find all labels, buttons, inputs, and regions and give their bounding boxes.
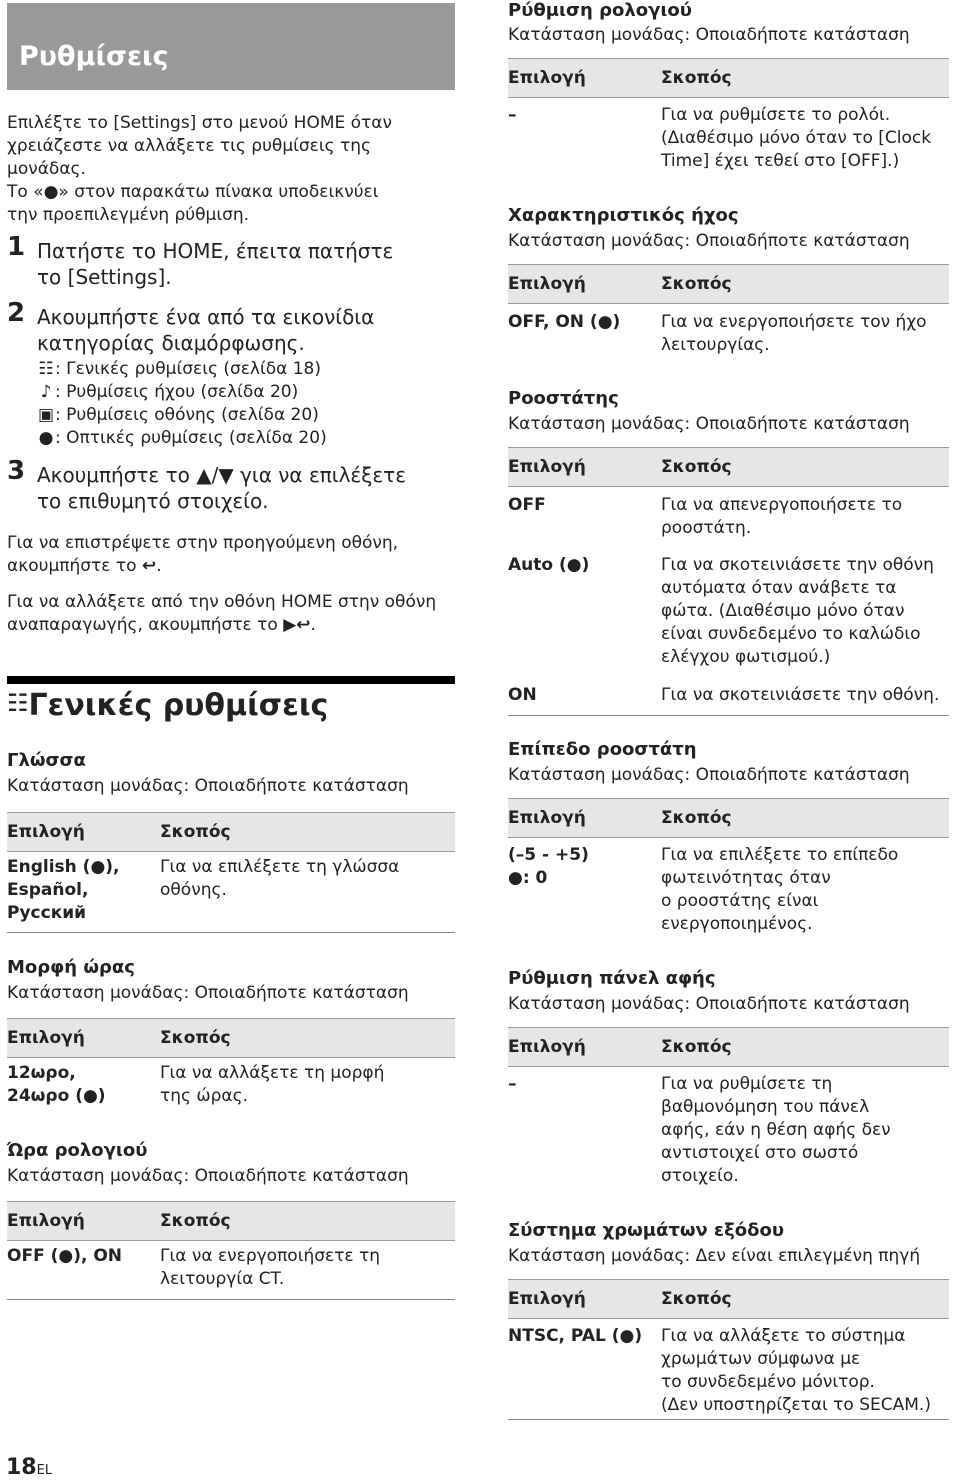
table-header [7, 1201, 455, 1241]
column-option: Επιλογή [508, 457, 586, 477]
purpose-text: ο ροοστάτης είναι [661, 891, 819, 911]
general-settings-icon: ☷ [7, 689, 29, 717]
category-label: : Οπτικές ρυθμίσεις (σελίδα 20) [55, 428, 327, 448]
back-note: Για να επιστρέψετε στην προηγούμενη οθόνη, ακουμπήστε το ↩. [7, 533, 399, 576]
setting-title: Χαρακτηριστικός ήχος [508, 205, 739, 226]
option-value: (–5 - +5) [508, 845, 589, 865]
column-purpose: Σκοπός [661, 68, 732, 88]
setting-state: Κατάσταση μονάδας: Οποιαδήποτε κατάσταση [508, 25, 910, 45]
setting-state: Κατάσταση μονάδας: Οποιαδήποτε κατάσταση [508, 231, 910, 251]
step-text: το [Settings]. [37, 265, 172, 289]
purpose-text: στοιχείο. [661, 1166, 739, 1186]
option-value: – [508, 105, 517, 125]
purpose-text: Για να σκοτεινιάσετε την οθόνη. [661, 685, 940, 705]
setting-state: Κατάσταση μονάδας: Δεν είναι επιλεγμένη πηγή [508, 1246, 921, 1266]
page-number-value: 18 [6, 1455, 37, 1480]
option-value: Auto (●) [508, 555, 590, 575]
column-option: Επιλογή [7, 822, 85, 842]
playback-screen-icon: ▶↩ [283, 615, 311, 635]
category-label: : Ρυθμίσεις ήχου (σελίδα 20) [55, 382, 299, 402]
setting-state: Κατάσταση μονάδας: Οποιαδήποτε κατάσταση [7, 776, 409, 796]
category-item [37, 381, 327, 404]
option-value: Русский [7, 903, 87, 923]
table-header [508, 264, 949, 304]
column-option: Επιλογή [7, 1028, 85, 1048]
option-value: ●: 0 [508, 868, 548, 888]
category-item [37, 358, 327, 381]
column-option: Επιλογή [7, 1211, 85, 1231]
table-header [508, 447, 949, 487]
purpose-text: Για να επιλέξετε το επίπεδο [661, 845, 899, 865]
option-value: Español, [7, 880, 89, 900]
table-rule [508, 1419, 949, 1420]
table-rule [508, 715, 949, 716]
purpose-text: αντιστοιχεί στο σωστό [661, 1143, 859, 1163]
note-text: ακουμπήστε το [7, 556, 137, 576]
purpose-text: ροοστάτη. [661, 518, 752, 538]
column-purpose: Σκοπός [160, 822, 231, 842]
purpose-text: αυτόματα όταν ανάβετε τα [661, 578, 897, 598]
column-option: Επιλογή [508, 68, 586, 88]
column-option: Επιλογή [508, 808, 586, 828]
table-header [7, 812, 455, 852]
column-purpose: Σκοπός [160, 1211, 231, 1231]
purpose-text: Για να επιλέξετε τη γλώσσα [160, 857, 400, 877]
step-text: Ακουμπήστε ένα από τα εικονίδια [37, 305, 375, 329]
setting-title: Μορφή ώρας [7, 957, 135, 978]
purpose-text: λειτουργία CT. [160, 1269, 285, 1289]
purpose-text: ελέγχου φωτισμού.) [661, 647, 831, 667]
step-text: κατηγορίας διαμόρφωσης. [37, 331, 305, 355]
section-title: Γενικές ρυθμίσεις [28, 688, 329, 723]
step-number: 2 [7, 298, 26, 328]
column-option: Επιλογή [508, 274, 586, 294]
option-value: 24ωρο (●) [7, 1086, 106, 1106]
purpose-text: Για να ρυθμίσετε το ρολόι. [661, 105, 891, 125]
step-text: Πατήστε το HOME, έπειτα πατήστε [37, 239, 394, 263]
setting-title: Σύστημα χρωμάτων εξόδου [508, 1220, 784, 1241]
setting-state: Κατάσταση μονάδας: Οποιαδήποτε κατάσταση [508, 414, 910, 434]
intro-line: Επιλέξτε το [Settings] στο μενού HOME όταν [7, 113, 392, 133]
column-purpose: Σκοπός [661, 457, 732, 477]
purpose-text: αφής, εάν η θέση αφής δεν [661, 1120, 891, 1140]
table-rule [7, 1299, 455, 1300]
category-list [37, 358, 327, 450]
intro-text [7, 112, 392, 227]
setting-state: Κατάσταση μονάδας: Οποιαδήποτε κατάσταση [508, 994, 910, 1014]
option-value: OFF (●), ON [7, 1246, 123, 1266]
column-purpose: Σκοπός [661, 1289, 732, 1309]
category-label: : Ρυθμίσεις οθόνης (σελίδα 20) [55, 405, 319, 425]
purpose-text: Time] έχει τεθεί στο [OFF].) [661, 151, 900, 171]
setting-title: Γλώσσα [7, 750, 86, 771]
table-header [508, 1027, 949, 1067]
setting-state: Κατάσταση μονάδας: Οποιαδήποτε κατάσταση [7, 1166, 409, 1186]
page-title: Ρυθμίσεις [19, 41, 169, 72]
note-text: Για να αλλάξετε από την οθόνη HOME στην οθόνη [7, 592, 437, 612]
category-item [37, 404, 327, 427]
purpose-text: Για να σκοτεινιάσετε την οθόνη [661, 555, 934, 575]
column-purpose: Σκοπός [661, 808, 732, 828]
purpose-text: οθόνης. [160, 880, 227, 900]
column-option: Επιλογή [508, 1289, 586, 1309]
purpose-text: Για να ενεργοποιήσετε τη [160, 1246, 381, 1266]
table-header [508, 58, 949, 98]
table-header [508, 798, 949, 838]
column-option: Επιλογή [508, 1037, 586, 1057]
purpose-text: Για να ενεργοποιήσετε τον ήχο [661, 312, 927, 332]
step-number: 3 [7, 456, 26, 486]
purpose-text: φωτεινότητας όταν [661, 868, 831, 888]
section-heading [7, 688, 328, 723]
option-value: English (●), [7, 857, 120, 877]
note-text: αναπαραγωγής, ακουμπήστε το [7, 615, 278, 635]
music-note-icon: ♪ [40, 382, 52, 402]
setting-title: Ρύθμιση ρολογιού [508, 0, 692, 21]
table-header [7, 1018, 455, 1058]
purpose-text: είναι συνδεδεμένο το καλώδιο [661, 624, 921, 644]
purpose-text: λειτουργίας. [661, 335, 770, 355]
setting-title: Επίπεδο ροοστάτη [508, 739, 697, 760]
purpose-text: (Διαθέσιμο μόνο όταν το [Clock [661, 128, 932, 148]
option-value: NTSC, PAL (●) [508, 1326, 643, 1346]
general-settings-icon: ☷ [38, 359, 54, 379]
purpose-text: Για να αλλάξετε τη μορφή [160, 1063, 385, 1083]
table-header [508, 1279, 949, 1319]
purpose-text: ενεργοποιημένος. [661, 914, 813, 934]
purpose-text: βαθμονόμηση του πάνελ [661, 1097, 870, 1117]
column-purpose: Σκοπός [661, 274, 732, 294]
step-number: 1 [7, 232, 26, 262]
intro-line: μονάδας. [7, 159, 86, 179]
intro-line: Το «●» στον παρακάτω πίνακα υποδεικνύει [7, 182, 379, 202]
setting-state: Κατάσταση μονάδας: Οποιαδήποτε κατάσταση [508, 765, 910, 785]
page-number [6, 1455, 52, 1480]
purpose-text: Για να απενεργοποιήσετε το [661, 495, 903, 515]
intro-line: χρειάζεστε να αλλάξετε τις ρυθμίσεις της [7, 136, 371, 156]
purpose-text: της ώρας. [160, 1086, 249, 1106]
option-value: OFF [508, 495, 546, 515]
table-rule [7, 932, 455, 933]
setting-title: Ρύθμιση πάνελ αφής [508, 968, 716, 989]
option-value: ON [508, 685, 537, 705]
purpose-text: Για να ρυθμίσετε τη [661, 1074, 833, 1094]
purpose-text: Για να αλλάξετε το σύστημα [661, 1326, 906, 1346]
setting-state: Κατάσταση μονάδας: Οποιαδήποτε κατάσταση [7, 983, 409, 1003]
note-text: Για να επιστρέψετε στην προηγούμενη οθόνη, [7, 533, 399, 553]
option-value: OFF, ON (●) [508, 312, 621, 332]
purpose-text: (Δεν υποστηρίζεται το SECAM.) [661, 1395, 931, 1415]
home-note: Για να αλλάξετε από την οθόνη HOME στην οθόνη αναπαραγωγής, ακουμπήστε το ▶↩. [7, 592, 437, 635]
page-header [7, 3, 455, 90]
purpose-text: το συνδεδεμένο μόνιτορ. [661, 1372, 875, 1392]
intro-line: την προεπιλεγμένη ρύθμιση. [7, 205, 250, 225]
step-text: Ακουμπήστε το ▲/▼ για να επιλέξετε [37, 463, 407, 487]
setting-title: Ροοστάτης [508, 388, 619, 409]
setting-title: Ώρα ρολογιού [7, 1140, 148, 1161]
page-language: EL [36, 1463, 53, 1478]
section-divider [7, 676, 455, 684]
purpose-text: χρωμάτων σύμφωνα με [661, 1349, 861, 1369]
option-value: 12ωρο, [7, 1063, 76, 1083]
disc-icon: ● [38, 428, 54, 448]
category-label: : Γενικές ρυθμίσεις (σελίδα 18) [55, 359, 322, 379]
purpose-text: φώτα. (Διαθέσιμο μόνο όταν [661, 601, 905, 621]
display-settings-icon: ▣ [37, 405, 55, 425]
back-icon: ↩ [141, 556, 157, 576]
column-purpose: Σκοπός [160, 1028, 231, 1048]
category-item [37, 427, 327, 450]
column-purpose: Σκοπός [661, 1037, 732, 1057]
step-text: το επιθυμητό στοιχείο. [37, 489, 269, 513]
option-value: – [508, 1074, 517, 1094]
